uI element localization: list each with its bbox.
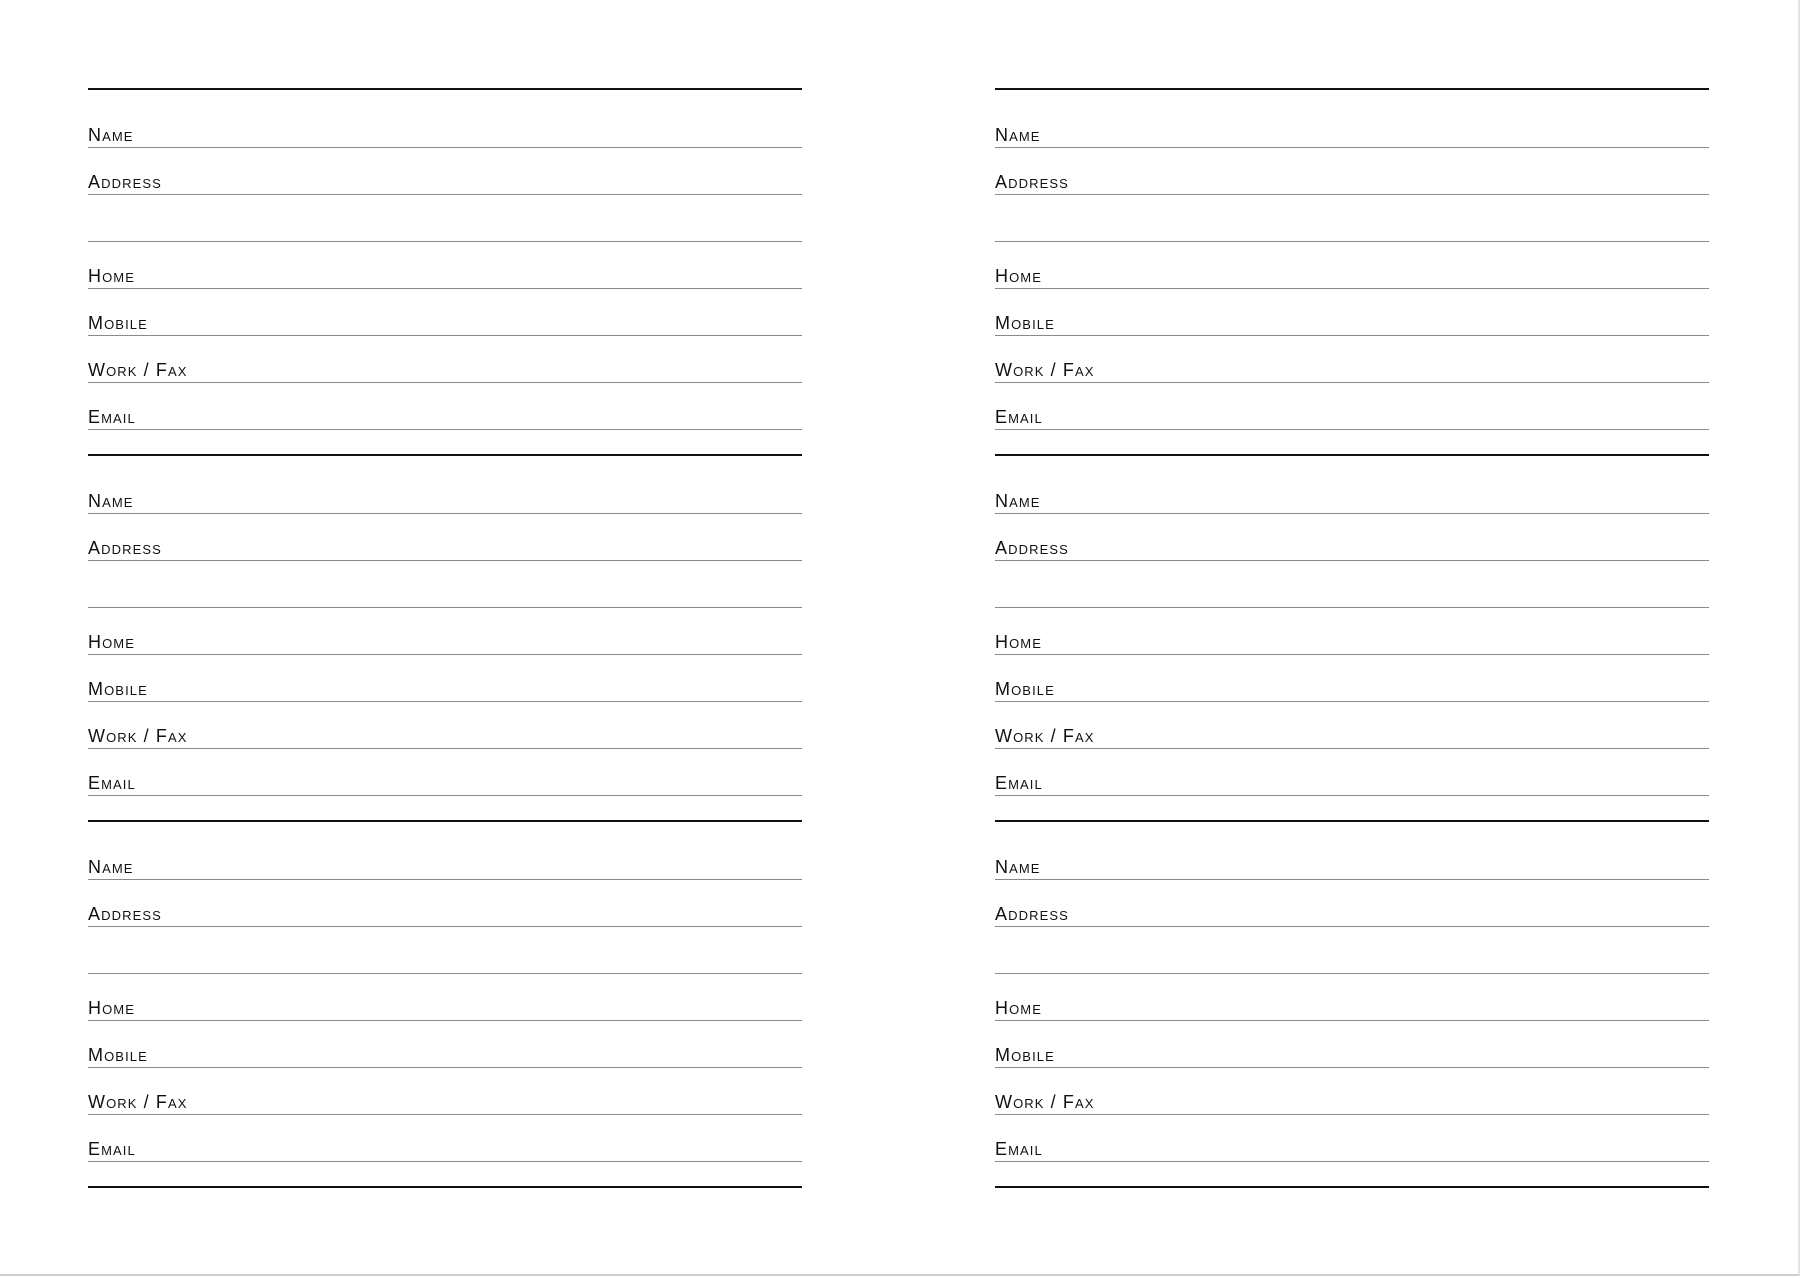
work-fax-field[interactable] (995, 1068, 1709, 1115)
address-line-2-field[interactable] (88, 195, 802, 242)
contact-entry (88, 90, 802, 454)
email-label: Email (995, 1139, 1043, 1159)
home-label: Home (995, 632, 1043, 652)
name-label: Name (995, 491, 1041, 511)
email-field[interactable] (995, 1115, 1709, 1162)
address-line-2-field[interactable] (995, 927, 1709, 974)
address-field[interactable] (88, 148, 802, 195)
work-fax-field[interactable] (88, 702, 802, 749)
work-fax-field[interactable] (995, 336, 1709, 383)
mobile-label: Mobile (995, 679, 1055, 699)
mobile-phone-field[interactable] (88, 1021, 802, 1068)
home-label: Home (88, 266, 136, 286)
work-fax-label: Work / Fax (995, 1092, 1095, 1112)
work-fax-label: Work / Fax (88, 726, 188, 746)
email-field[interactable] (88, 383, 802, 430)
address-field[interactable] (88, 514, 802, 561)
work-fax-label: Work / Fax (88, 1092, 188, 1112)
name-label: Name (88, 857, 134, 877)
name-field[interactable] (995, 114, 1709, 148)
address-line-2-field[interactable] (995, 561, 1709, 608)
email-field[interactable] (995, 383, 1709, 430)
address-label: Address (88, 904, 162, 924)
address-field[interactable] (995, 880, 1709, 927)
address-label: Address (88, 538, 162, 558)
mobile-phone-field[interactable] (88, 655, 802, 702)
mobile-label: Mobile (88, 313, 148, 333)
work-fax-label: Work / Fax (88, 360, 188, 380)
home-label: Home (88, 998, 136, 1018)
entry-separator-rule (88, 1186, 802, 1188)
name-field[interactable] (88, 480, 802, 514)
contact-entry (995, 822, 1709, 1186)
home-label: Home (995, 266, 1043, 286)
address-field[interactable] (995, 148, 1709, 195)
name-field[interactable] (995, 846, 1709, 880)
name-label: Name (88, 125, 134, 145)
entry-separator-rule (995, 1186, 1709, 1188)
address-line-2-field[interactable] (88, 927, 802, 974)
name-field[interactable] (995, 480, 1709, 514)
home-label: Home (995, 998, 1043, 1018)
email-label: Email (88, 773, 136, 793)
mobile-phone-field[interactable] (88, 289, 802, 336)
mobile-phone-field[interactable] (995, 1021, 1709, 1068)
mobile-label: Mobile (88, 679, 148, 699)
name-field[interactable] (88, 846, 802, 880)
home-phone-field[interactable] (88, 974, 802, 1021)
work-fax-label: Work / Fax (995, 726, 1095, 746)
home-phone-field[interactable] (995, 974, 1709, 1021)
mobile-phone-field[interactable] (995, 655, 1709, 702)
email-label: Email (995, 773, 1043, 793)
home-phone-field[interactable] (995, 242, 1709, 289)
contact-entry (88, 456, 802, 820)
address-line-2-field[interactable] (88, 561, 802, 608)
work-fax-field[interactable] (88, 336, 802, 383)
home-phone-field[interactable] (995, 608, 1709, 655)
address-field[interactable] (88, 880, 802, 927)
home-phone-field[interactable] (88, 608, 802, 655)
mobile-phone-field[interactable] (995, 289, 1709, 336)
mobile-label: Mobile (88, 1045, 148, 1065)
address-label: Address (995, 538, 1069, 558)
name-field[interactable] (88, 114, 802, 148)
email-field[interactable] (995, 749, 1709, 796)
address-label: Address (995, 904, 1069, 924)
work-fax-field[interactable] (995, 702, 1709, 749)
email-field[interactable] (88, 749, 802, 796)
address-line-2-field[interactable] (995, 195, 1709, 242)
mobile-label: Mobile (995, 1045, 1055, 1065)
contact-entry (995, 90, 1709, 454)
address-field[interactable] (995, 514, 1709, 561)
contact-entry (995, 456, 1709, 820)
mobile-label: Mobile (995, 313, 1055, 333)
work-fax-field[interactable] (88, 1068, 802, 1115)
name-label: Name (995, 857, 1041, 877)
name-label: Name (88, 491, 134, 511)
name-label: Name (995, 125, 1041, 145)
home-label: Home (88, 632, 136, 652)
email-label: Email (995, 407, 1043, 427)
address-label: Address (995, 172, 1069, 192)
home-phone-field[interactable] (88, 242, 802, 289)
work-fax-label: Work / Fax (995, 360, 1095, 380)
contact-entry (88, 822, 802, 1186)
email-field[interactable] (88, 1115, 802, 1162)
email-label: Email (88, 1139, 136, 1159)
email-label: Email (88, 407, 136, 427)
right-page-column (995, 88, 1709, 1188)
left-page-column (88, 88, 802, 1188)
address-label: Address (88, 172, 162, 192)
